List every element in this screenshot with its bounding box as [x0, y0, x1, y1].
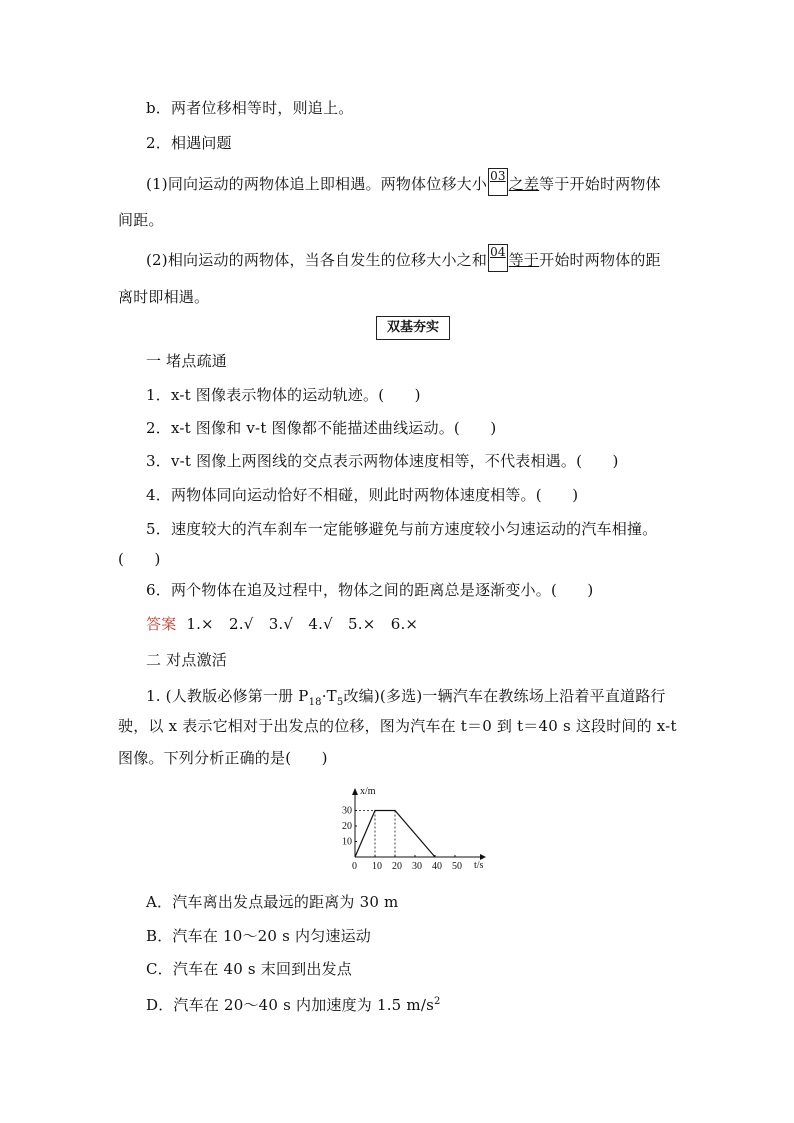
heading-meet-problem: 2．相遇问题 [146, 134, 232, 152]
judge-item-3: 3．v-t 图像上两图线的交点表示两物体速度相等，不代表相遇。( ) [146, 452, 619, 470]
x-tick-label-0: 0 [352, 861, 357, 872]
question-1-line-1: 1. (人教版必修第一册 $P_{18}\cdot T_5$改编)(多选)一辆汽车在教练场上沿着平直道路行 [146, 687, 666, 708]
judge-item-6: 6．两个物体在追及过程中，物体之间的距离总是逐渐变小。( ) [146, 581, 594, 599]
x-tick-label-20: 20 [392, 861, 402, 872]
judge-item-5-bracket: ( ) [118, 550, 161, 568]
answer-blank-03: 03 [488, 168, 508, 196]
y-axis-label: x/m [360, 786, 376, 797]
question-1-line-3: 图像。下列分析正确的是( ) [118, 749, 328, 767]
part2-heading: 二 对点激活 [146, 651, 227, 669]
p1-text-2: 等于开始时两物体 [539, 175, 661, 193]
y-tick-label-30: 30 [342, 805, 352, 817]
paragraph-2-continued: 离时即相遇。 [118, 288, 210, 306]
y-axis-arrow [352, 788, 358, 795]
page-subscript: 18 [308, 697, 322, 708]
judge-item-5: 5．速度较大的汽车刹车一定能够避免与前方速度较小匀速运动的汽车相撞。 [146, 520, 658, 538]
line-b: b．两者位移相等时，则追上。 [146, 99, 354, 117]
section-title-box: 双基夯实 [376, 316, 450, 340]
part1-heading: 一 堵点疏通 [146, 352, 227, 370]
x-t-graph [330, 785, 490, 875]
x-tick-label-30: 30 [412, 861, 422, 872]
p2-text-1: (2)相向运动的两物体，当各自发生的位移大小之和 [146, 251, 488, 269]
paragraph-2 [146, 245, 661, 278]
judge-item-1: 1．x-t 图像表示物体的运动轨迹。( ) [146, 386, 421, 404]
x-tick-label-10: 10 [372, 861, 382, 872]
option-d: D．汽车在 20～40 s 内加速度为 1.5 $m/s^2$ [146, 996, 441, 1014]
answer-blank-04: 04 [488, 244, 508, 272]
question-1-line-2: 驶，以 x 表示它相对于出发点的位移，图为汽车在 t＝0 到 t＝40 s 这段时间的 x-t [118, 717, 677, 735]
x-tick-label-50: 50 [452, 861, 462, 872]
p2-text-2: 开始时两物体的距 [539, 251, 661, 269]
x-t-series-line [355, 811, 435, 858]
answer-line [146, 614, 418, 634]
paragraph-1-continued: 间距。 [118, 211, 164, 229]
x-axis-label: t/s [474, 860, 484, 871]
p1-underlined: 之差 [508, 175, 540, 193]
judge-item-4: 4．两物体同向运动恰好不相碰，则此时两物体速度相等。( ) [146, 486, 579, 504]
x-tick-label-40: 40 [432, 861, 442, 872]
option-d-superscript: 2 [433, 996, 441, 1007]
y-tick-label-20: 20 [342, 821, 352, 832]
p1-text-1: (1)同向运动的两物体追上即相遇。两物体位移大小 [146, 175, 488, 193]
option-b: B．汽车在 10～20 s 内匀速运动 [146, 927, 371, 945]
answer-values: 1.× 2.√ 3.√ 4.√ 5.× 6.× [186, 615, 419, 633]
task-subscript: 5 [336, 697, 344, 708]
judge-item-2: 2．x-t 图像和 v-t 图像都不能描述曲线运动。( ) [146, 419, 497, 437]
option-a: A．汽车离出发点最远的距离为 30 m [146, 893, 399, 911]
option-c: C．汽车在 40 s 末回到出发点 [146, 960, 352, 978]
answer-label: 答案 [146, 615, 177, 633]
paragraph-1 [146, 169, 661, 202]
p2-underlined: 等于 [508, 251, 540, 269]
y-tick-label-10: 10 [342, 836, 352, 848]
